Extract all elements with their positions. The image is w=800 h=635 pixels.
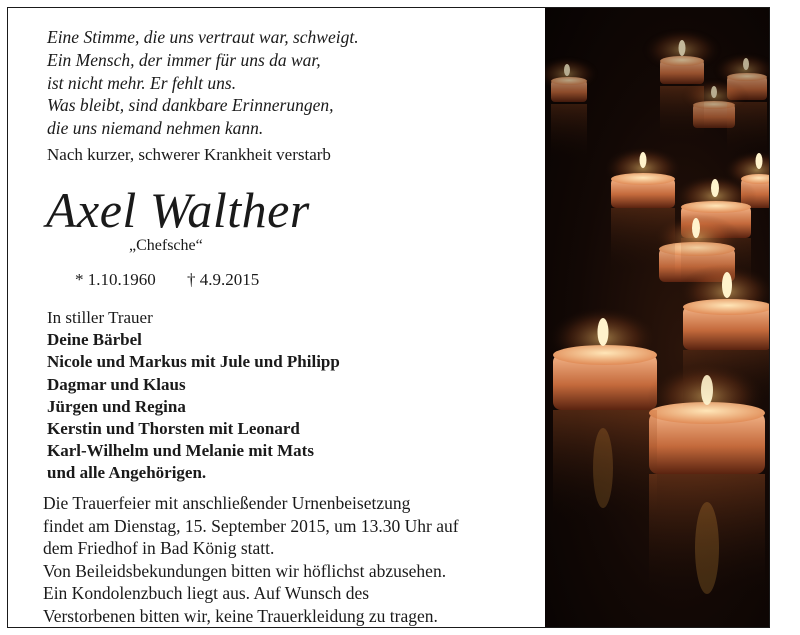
poem-line: Was bleibt, sind dankbare Erinnerungen, (47, 95, 334, 116)
poem-line: Ein Mensch, der immer für uns da war, (47, 49, 321, 70)
obituary-frame (7, 7, 770, 628)
info-line: findet am Dienstag, 15. September 2015, um 13.30 Uhr auf (43, 515, 459, 536)
nickname: „Chefsche“ (129, 237, 203, 254)
poem-line: ist nicht mehr. Er fehlt uns. (47, 72, 237, 93)
mourning-lead: In stiller Trauer (47, 308, 153, 327)
mourner-name: Deine Bärbel (47, 330, 142, 350)
candle-front (677, 264, 770, 350)
deceased-name: Axel Walther (46, 182, 310, 238)
candle-front (547, 306, 659, 410)
birth-date: * 1.10.1960 (75, 270, 156, 289)
candle-back (545, 56, 599, 102)
candle-back (642, 28, 722, 84)
poem (47, 26, 359, 140)
death-date: † 4.9.2015 (187, 270, 260, 289)
poem-line: die uns niemand nehmen kann. (47, 118, 264, 139)
candle-mid (603, 146, 683, 208)
text-column (8, 8, 545, 627)
mourner-name: Kerstin und Thorsten mit Leonard (47, 419, 300, 439)
mourner-name: Jürgen und Regina (47, 396, 186, 416)
poem-line: Eine Stimme, die uns vertraut war, schweigt. (47, 27, 359, 47)
info-line: Von Beileidsbekundungen bitten wir höflichst abzusehen. (43, 560, 447, 581)
info-line: Die Trauerfeier mit anschließender Urnenbeisetzung (43, 493, 411, 513)
mourner-name: Karl-Wilhelm und Melanie mit Mats (47, 441, 314, 461)
mourner-name: Dagmar und Klaus (47, 374, 186, 394)
life-dates (75, 270, 259, 290)
funeral-info (43, 492, 459, 628)
mourner-name: Nicole und Markus mit Jule und Philipp (47, 352, 340, 372)
candles-illustration (545, 8, 770, 628)
info-line: Ein Kondolenzbuch liegt aus. Auf Wunsch des (43, 583, 370, 604)
mourners-list (47, 307, 340, 485)
candles-image (545, 8, 770, 628)
info-line: Verstorbenen bitten wir, keine Trauerkleidung zu tragen. (43, 605, 438, 626)
intro-text: Nach kurzer, schwerer Krankheit verstarb (47, 145, 331, 164)
mourner-name: und alle Angehörigen. (47, 463, 207, 483)
info-line: dem Friedhof in Bad König statt. (43, 538, 275, 559)
